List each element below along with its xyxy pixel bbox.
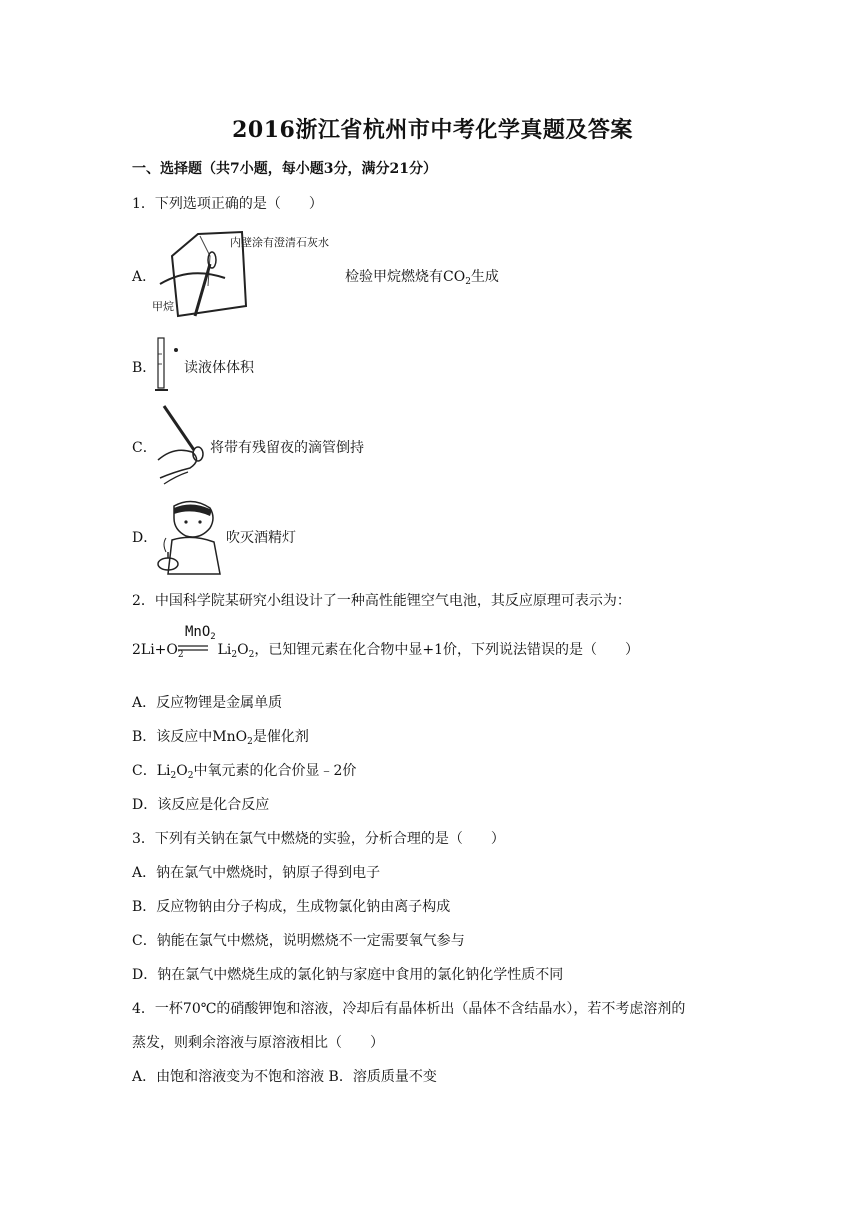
page-title: 2016浙江省杭州市中考化学真题及答案 — [232, 117, 633, 143]
question-1-option-a-text: 检验甲烷燃烧有$CO_2$生成 — [345, 269, 499, 287]
figure-label-methane: 甲烷 — [152, 301, 174, 313]
question-3-stem: 3．下列有关钠在氯气中燃烧的实验，分析合理的是（ ） — [132, 831, 505, 847]
question-3-option-a: A．钠在氯气中燃烧时，钠原子得到电子 — [132, 865, 381, 881]
question-4-stem-line-1: 4．一杯70℃的硝酸钾饱和溶液，冷却后有晶体析出（晶体不含结晶水），若不考虑溶剂的 — [132, 1001, 686, 1017]
boy-alcohol-lamp-figure — [152, 496, 224, 576]
beaker-methane-figure — [150, 226, 350, 324]
option-a-prefix: A． — [132, 269, 157, 285]
equation-catalyst: MnO$_2$ — [185, 624, 216, 642]
question-4-stem-line-2: 蒸发，则剩余溶液与原溶液相比（ ） — [132, 1035, 384, 1051]
question-2-option-d: D．该反应是化合反应 — [132, 797, 270, 813]
question-2-option-c: C．$Li_2O_2$中氧元素的化合价显﹣2价 — [132, 763, 357, 781]
question-1-option-c-text: 将带有残留夜的滴管倒持 — [210, 440, 364, 456]
graduated-cylinder-figure — [154, 334, 182, 394]
question-2-option-b: B．该反应中MnO$_2$是催化剂 — [132, 729, 309, 747]
question-1-stem: 1．下列选项正确的是（ ） — [132, 196, 323, 212]
option-c-prefix: C． — [132, 440, 157, 456]
section-heading: 一、选择题（共7小题，每小题3分，满分21分） — [132, 161, 437, 177]
question-2-stem: 2．中国科学院某研究小组设计了一种高性能锂空气电池，其反应原理可表示为： — [132, 593, 631, 609]
question-4-options-ab: A．由饱和溶液变为不饱和溶液 B．溶质质量不变 — [132, 1069, 437, 1085]
option-b-prefix: B． — [132, 360, 157, 376]
question-1-option-b-text: 读液体体积 — [184, 360, 254, 376]
question-2-equation: $2Li+O_2$ $Li_2O_2$，已知锂元素在化合物中显+1价，下列说法错误的是（ ） — [132, 642, 639, 660]
option-d-prefix: D． — [132, 530, 158, 546]
dropper-hand-figure — [152, 402, 208, 490]
question-3-option-d: D．钠在氯气中燃烧生成的氯化钠与家庭中食用的氯化钠化学性质不同 — [132, 967, 564, 983]
question-2-option-a: A．反应物锂是金属单质 — [132, 695, 283, 711]
question-3-option-b: B．反应物钠由分子构成，生成物氯化钠由离子构成 — [132, 899, 451, 915]
question-3-option-c: C．钠能在氯气中燃烧，说明燃烧不一定需要氧气参与 — [132, 933, 465, 949]
question-1-option-d-text: 吹灭酒精灯 — [226, 530, 296, 546]
figure-label-limewater: 内壁涂有澄清石灰水 — [230, 237, 329, 249]
